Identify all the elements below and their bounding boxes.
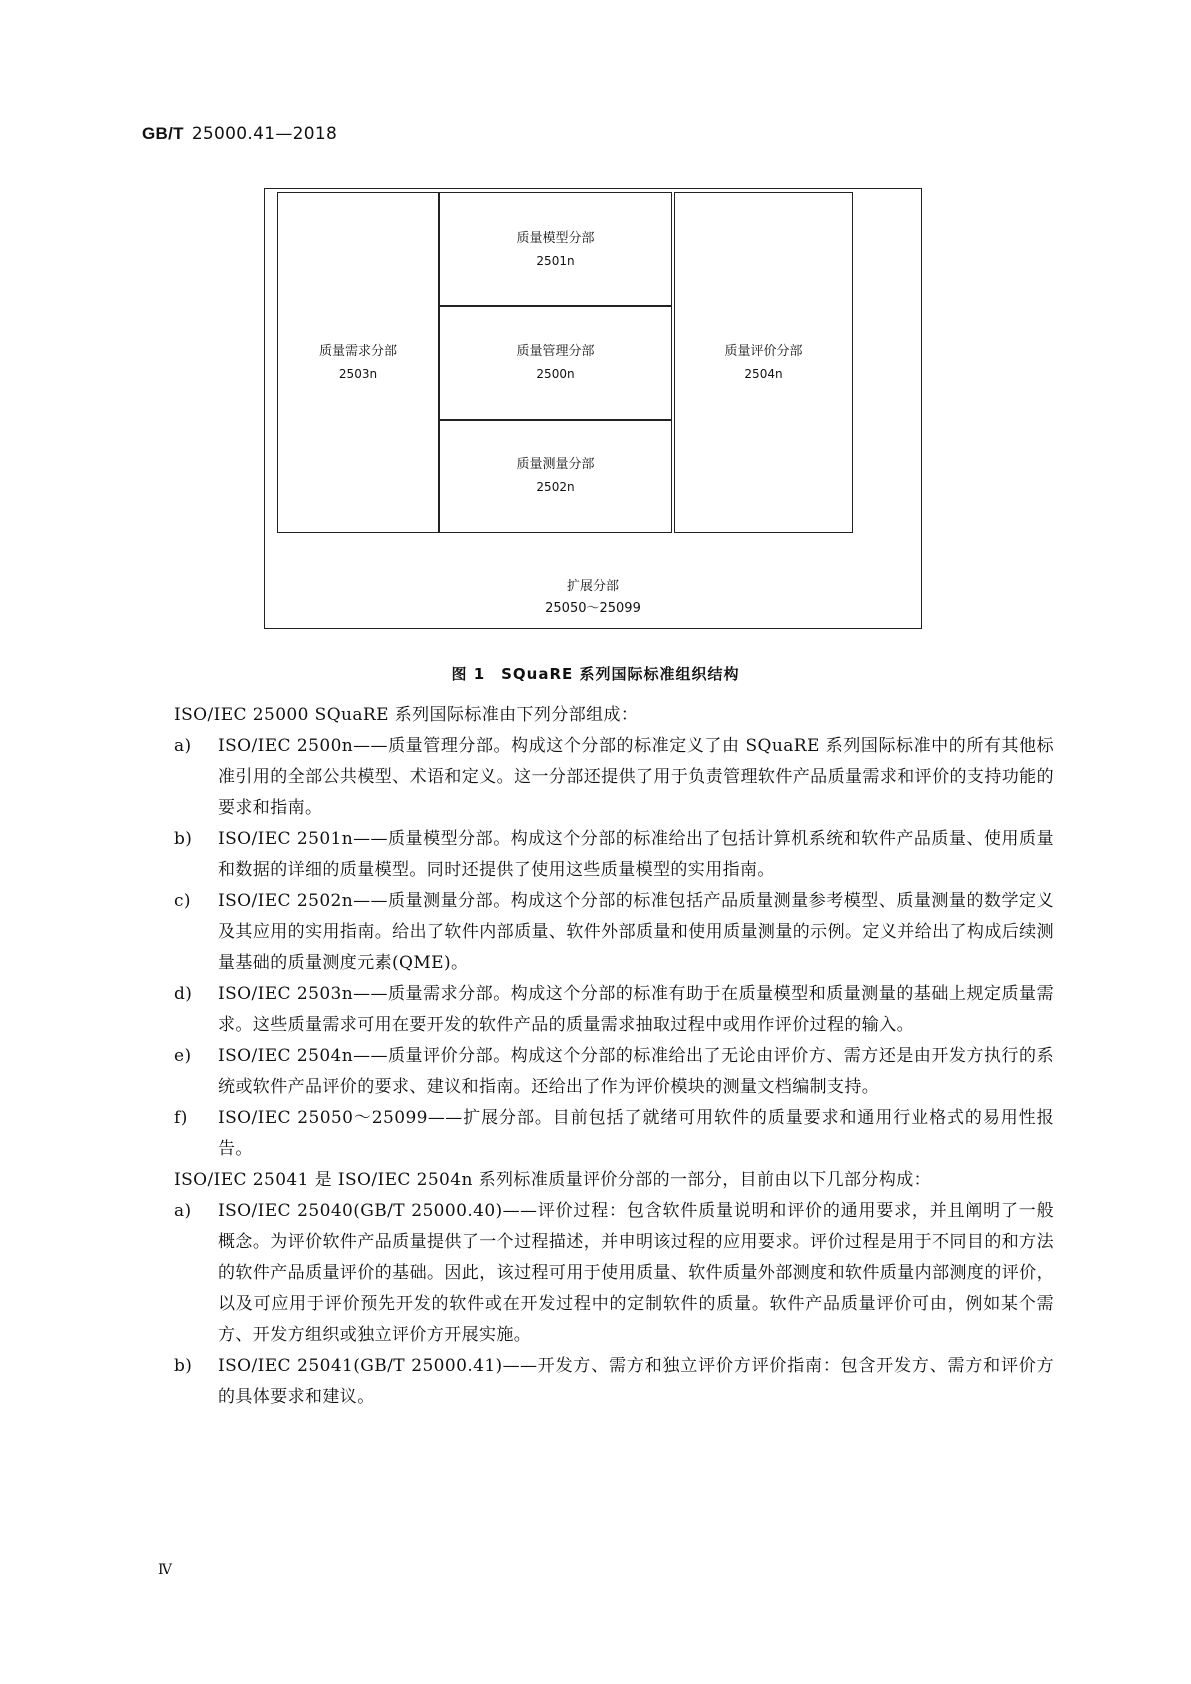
list-text: ISO/IEC 2504n——质量评价分部。构成这个分部的标准给出了无论由评价方、需方还是由开发方执行的系统或软件产品评价的要求、建议和指南。还给出了作为评价模块的测量文档编制支持。 xyxy=(218,1046,1054,1097)
standard-number: 25000.41—2018 xyxy=(191,124,338,144)
list-item xyxy=(174,1351,1054,1413)
list-item xyxy=(174,979,1054,1041)
list-text: ISO/IEC 2501n——质量模型分部。构成这个分部的标准给出了包括计算机系统和软件产品质量、使用质量和数据的详细的质量模型。同时还提供了使用这些质量模型的实用指南。 xyxy=(218,829,1054,880)
box-quality-requirements xyxy=(277,192,439,533)
box-quality-measurement xyxy=(439,419,672,533)
standard-prefix: GB/T xyxy=(142,124,184,143)
figure-diagram xyxy=(264,188,922,629)
extension-code: 25050～25099 xyxy=(545,601,641,616)
document-header xyxy=(142,124,337,144)
list-item xyxy=(174,1196,1054,1351)
box-title: 质量模型分部 xyxy=(516,230,595,246)
list-text: ISO/IEC 25050～25099——扩展分部。目前包括了就绪可用软件的质量要求和通用行业格式的易用性报告。 xyxy=(218,1108,1054,1159)
box-title: 质量测量分部 xyxy=(516,457,595,472)
list-label: c) xyxy=(174,891,191,911)
list-label: a) xyxy=(174,1201,192,1221)
box-quality-evaluation xyxy=(674,192,853,533)
box-quality-management xyxy=(439,305,672,421)
list-label: a) xyxy=(174,736,192,756)
list-item xyxy=(174,824,1054,886)
box-code: 2500n xyxy=(536,367,575,381)
intro-paragraph-1: ISO/IEC 25000 SQuaRE 系列国际标准由下列分部组成： xyxy=(174,705,639,725)
list-label: b) xyxy=(174,1356,193,1376)
list-text: ISO/IEC 2502n——质量测量分部。构成这个分部的标准包括产品质量测量参考模型、质量测量的数学定义及其应用的实用指南。给出了软件内部质量、软件外部质量和使用质量测量的示例。定义并给出了构成后续测量基础的质量测度元素(QME)。 xyxy=(218,891,1054,973)
box-title: 质量管理分部 xyxy=(516,344,595,359)
list-item xyxy=(174,1041,1054,1103)
extension-division xyxy=(265,576,921,620)
list-text: ISO/IEC 25041(GB/T 25000.41)——开发方、需方和独立评价方评价指南：包含开发方、需方和评价方的具体要求和建议。 xyxy=(218,1356,1054,1407)
box-code: 2504n xyxy=(744,366,783,381)
list-text: ISO/IEC 25040(GB/T 25000.40)——评价过程：包含软件质量说明和评价的通用要求，并且阐明了一般概念。为评价软件产品质量提供了一个过程描述，并申明该过程的应用要求。评价过程是用于不同目的和方法的软件产品质量评价的基础。因此，该过程可用于使用质量、软件质量外部测度和软件质量内部测度的评价，以及可应用于评价预先开发的软件或在开发过程中的定制软件的质量。软件产品质量评价可由，例如某个需方、开发方组织或独立评价方开展实施。 xyxy=(218,1201,1054,1345)
box-code: 2502n xyxy=(536,480,575,494)
box-code: 2501n xyxy=(536,253,575,268)
box-title: 质量评价分部 xyxy=(724,343,803,359)
list-label: d) xyxy=(174,984,193,1004)
figure-caption: 图 1 SQuaRE 系列国际标准组织结构 xyxy=(451,665,740,683)
box-title: 质量需求分部 xyxy=(318,343,397,359)
list-label: e) xyxy=(174,1046,192,1066)
document-body xyxy=(174,700,1054,1413)
extension-title: 扩展分部 xyxy=(566,579,619,594)
intro-paragraph-2: ISO/IEC 25041 是 ISO/IEC 2504n 系列标准质量评价分部的一部分，目前由以下几部分构成： xyxy=(174,1170,932,1190)
list-text: ISO/IEC 2503n——质量需求分部。构成这个分部的标准有助于在质量模型和质量测量的基础上规定质量需求。这些质量需求可用在要开发的软件产品的质量需求抽取过程中或用作评价过程的输入。 xyxy=(218,984,1054,1035)
list-item xyxy=(174,886,1054,979)
box-code: 2503n xyxy=(338,366,378,381)
list-text: ISO/IEC 2500n——质量管理分部。构成这个分部的标准定义了由 SQuaRE 系列国际标准中的所有其他标准引用的全部公共模型、术语和定义。这一分部还提供了用于负责管理软件产品质量需求和评价的支持功能的要求和指南。 xyxy=(218,736,1054,818)
box-quality-model xyxy=(439,192,672,307)
list-item xyxy=(174,1103,1054,1165)
list-label: b) xyxy=(174,829,193,849)
list-item xyxy=(174,731,1054,824)
page-number: Ⅳ xyxy=(158,1562,172,1578)
list-label: f) xyxy=(174,1108,188,1128)
